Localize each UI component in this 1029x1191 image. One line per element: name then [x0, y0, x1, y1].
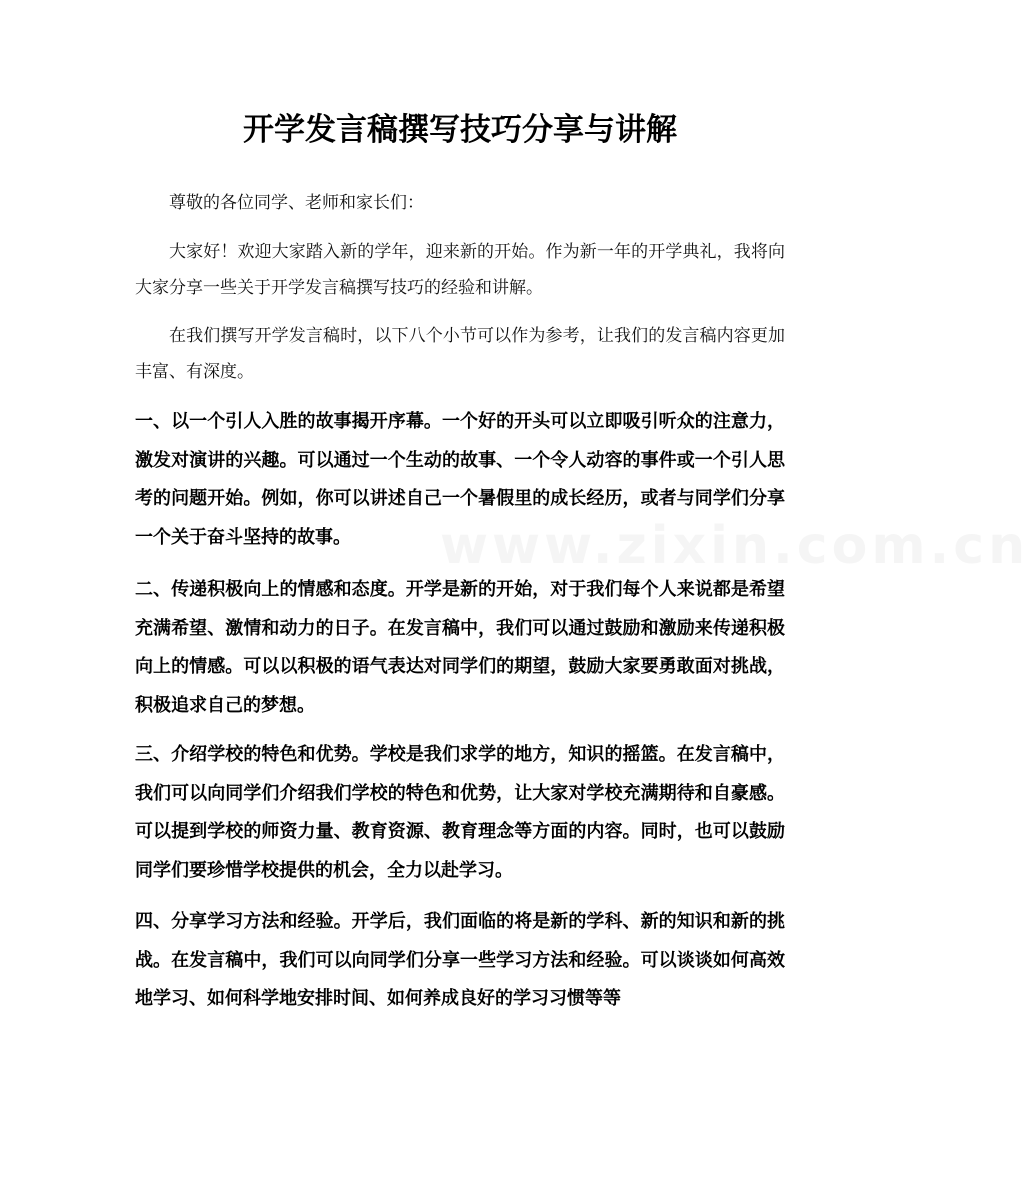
- intro-paragraph: 大家好！欢迎大家踏入新的学年，迎来新的开始。作为新一年的开学典礼，我将向大家分享一些关于开学发言稿撰写技巧的经验和讲解。: [135, 242, 785, 298]
- section-2-paragraph: 二、传递积极向上的情感和态度。开学是新的开始，对于我们每个人来说都是希望充满希望、激情和动力的日子。在发言稿中，我们可以通过鼓励和激励来传递积极向上的情感。可以以积极的语气表达对同学们的期望，鼓励大家要勇敢面对挑战，积极追求自己的梦想。: [135, 579, 785, 716]
- greeting-paragraph: 尊敬的各位同学、老师和家长们：: [169, 193, 424, 213]
- overview-paragraph: 在我们撰写开学发言稿时，以下八个小节可以作为参考，让我们的发言稿内容更加丰富、有深度。: [135, 326, 785, 382]
- section-1-paragraph: 一、以一个引人入胜的故事揭开序幕。一个好的开头可以立即吸引听众的注意力，激发对演讲的兴趣。可以通过一个生动的故事、一个令人动容的事件或一个引人思考的问题开始。例如，你可以讲述自己一个暑假里的成长经历，或者与同学们分享一个关于奋斗坚持的故事。: [135, 411, 785, 548]
- page-title: 开学发言稿撰写技巧分享与讲解: [243, 112, 677, 148]
- section-4-paragraph: 四、分享学习方法和经验。开学后，我们面临的将是新的学科、新的知识和新的挑战。在发言稿中，我们可以向同学们分享一些学习方法和经验。可以谈谈如何高效地学习、如何科学地安排时间、如何养成良好的学习习惯等等: [135, 911, 785, 1009]
- watermark: www.zixin.com.cn: [440, 516, 1029, 576]
- section-3-paragraph: 三、介绍学校的特色和优势。学校是我们求学的地方，知识的摇篮。在发言稿中，我们可以向同学们介绍我们学校的特色和优势，让大家对学校充满期待和自豪感。可以提到学校的师资力量、教育资源、教育理念等方面的内容。同时，也可以鼓励同学们要珍惜学校提供的机会，全力以赴学习。: [135, 744, 785, 881]
